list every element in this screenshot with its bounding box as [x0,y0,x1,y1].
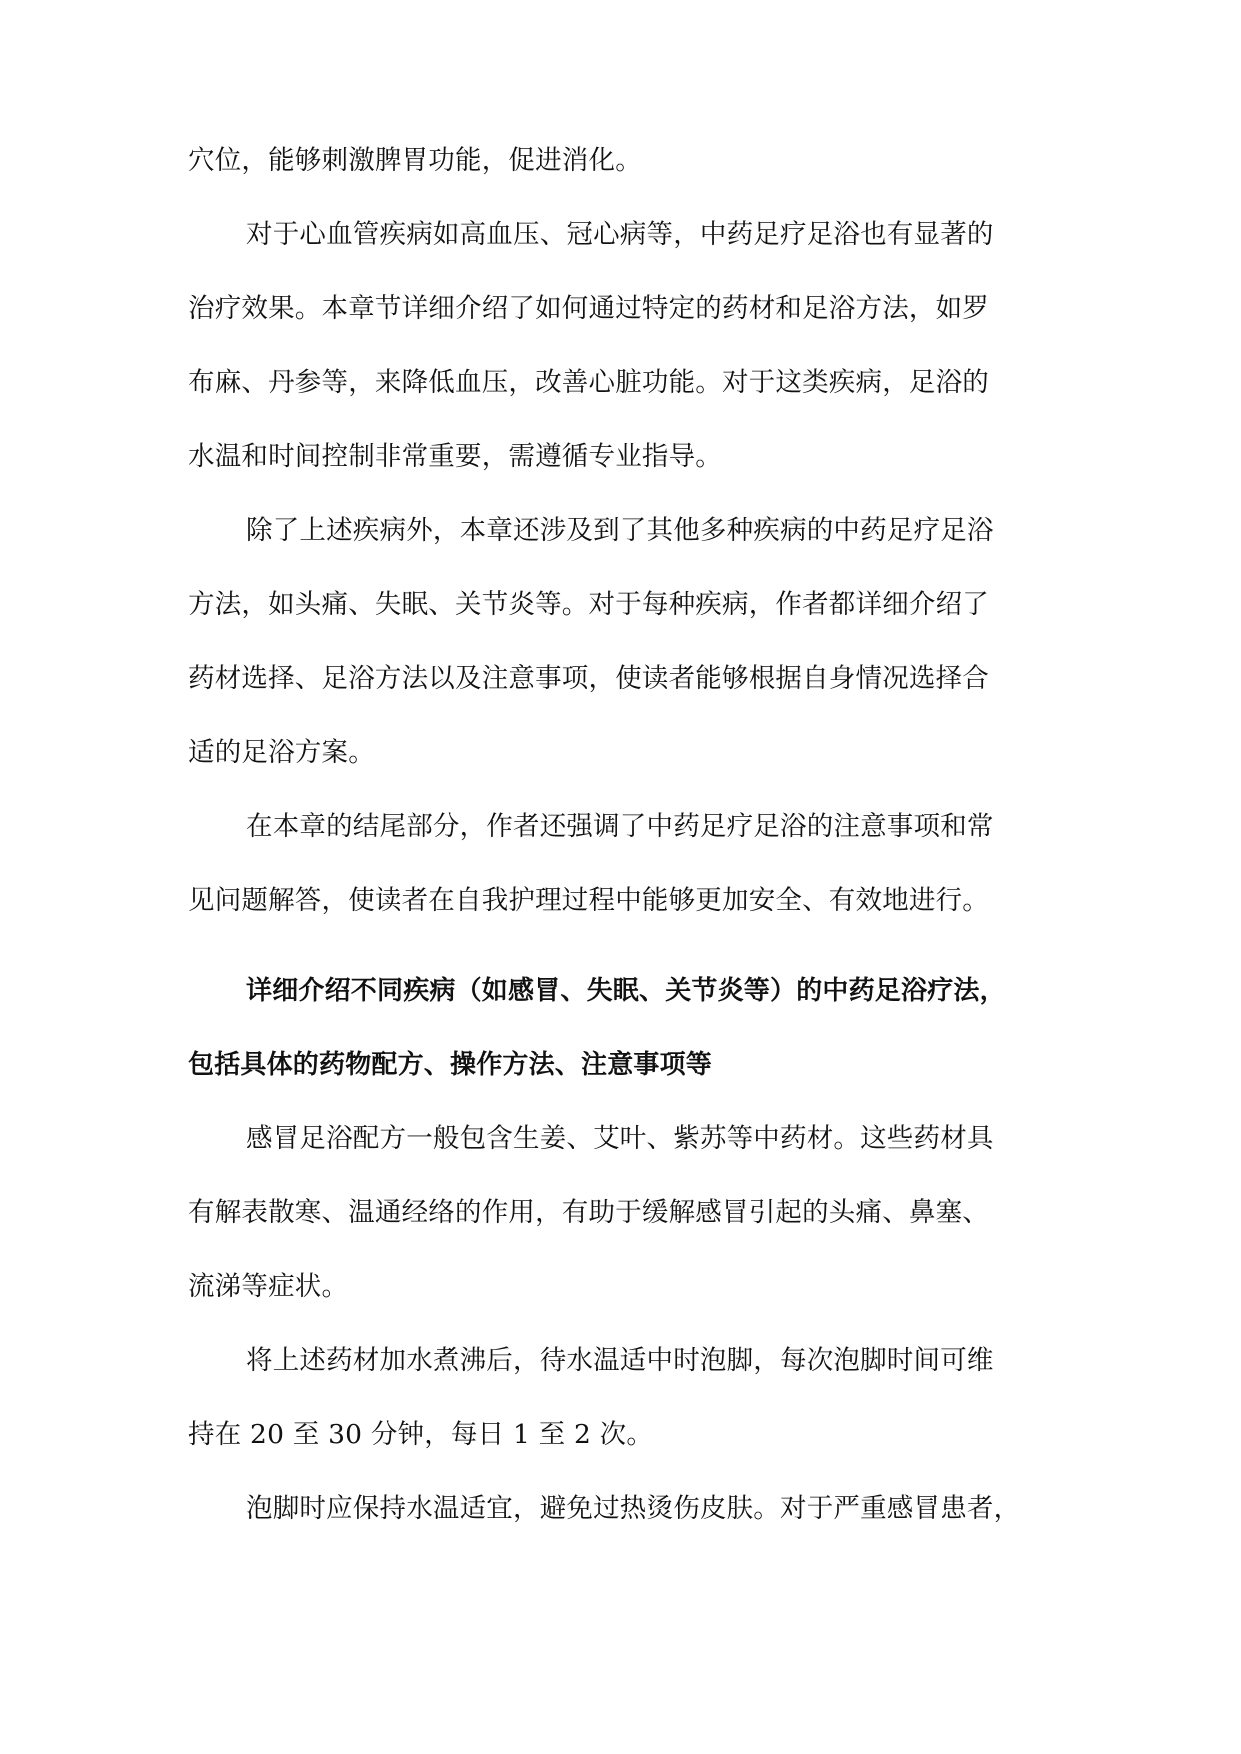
paragraph-line: 方法，如头痛、失眠、关节炎等。对于每种疾病，作者都详细介绍了 [188,589,989,620]
paragraph-line: 水温和时间控制非常重要，需遵循专业指导。 [188,441,722,472]
paragraph-line: 见问题解答，使读者在自我护理过程中能够更加安全、有效地进行。 [188,885,989,916]
paragraph-line: 布麻、丹参等，来降低血压，改善心脏功能。对于这类疾病，足浴的 [188,367,989,398]
paragraph-line: 将上述药材加水煮沸后，待水温适中时泡脚，每次泡脚时间可维 [246,1345,994,1376]
paragraph-line: 有解表散寒、温通经络的作用，有助于缓解感冒引起的头痛、鼻塞、 [188,1197,989,1228]
paragraph-line: 流涕等症状。 [188,1271,349,1302]
paragraph-line: 对于心血管疾病如高血压、冠心病等，中药足疗足浴也有显著的 [246,219,994,250]
paragraph-line: 治疗效果。本章节详细介绍了如何通过特定的药材和足浴方法，如罗 [188,293,989,324]
paragraph-line: 药材选择、足浴方法以及注意事项，使读者能够根据自身情况选择合 [188,663,989,694]
paragraph-line: 持在 20 至 30 分钟，每日 1 至 2 次。 [188,1419,654,1450]
paragraph-line: 适的足浴方案。 [188,737,375,768]
paragraph-line: 泡脚时应保持水温适宜，避免过热烫伤皮肤。对于严重感冒患者， [246,1493,1021,1524]
paragraph-line: 在本章的结尾部分，作者还强调了中药足疗足浴的注意事项和常 [246,811,994,842]
paragraph-line: 除了上述疾病外，本章还涉及到了其他多种疾病的中药足疗足浴 [246,515,994,546]
section-heading: 详细介绍不同疾病（如感冒、失眠、关节炎等）的中药足浴疗法， [246,976,1006,1006]
paragraph-line: 感冒足浴配方一般包含生姜、艾叶、紫苏等中药材。这些药材具 [246,1123,994,1154]
section-heading: 包括具体的药物配方、操作方法、注意事项等 [188,1050,713,1080]
paragraph-line: 穴位，能够刺激脾胃功能，促进消化。 [188,145,642,176]
